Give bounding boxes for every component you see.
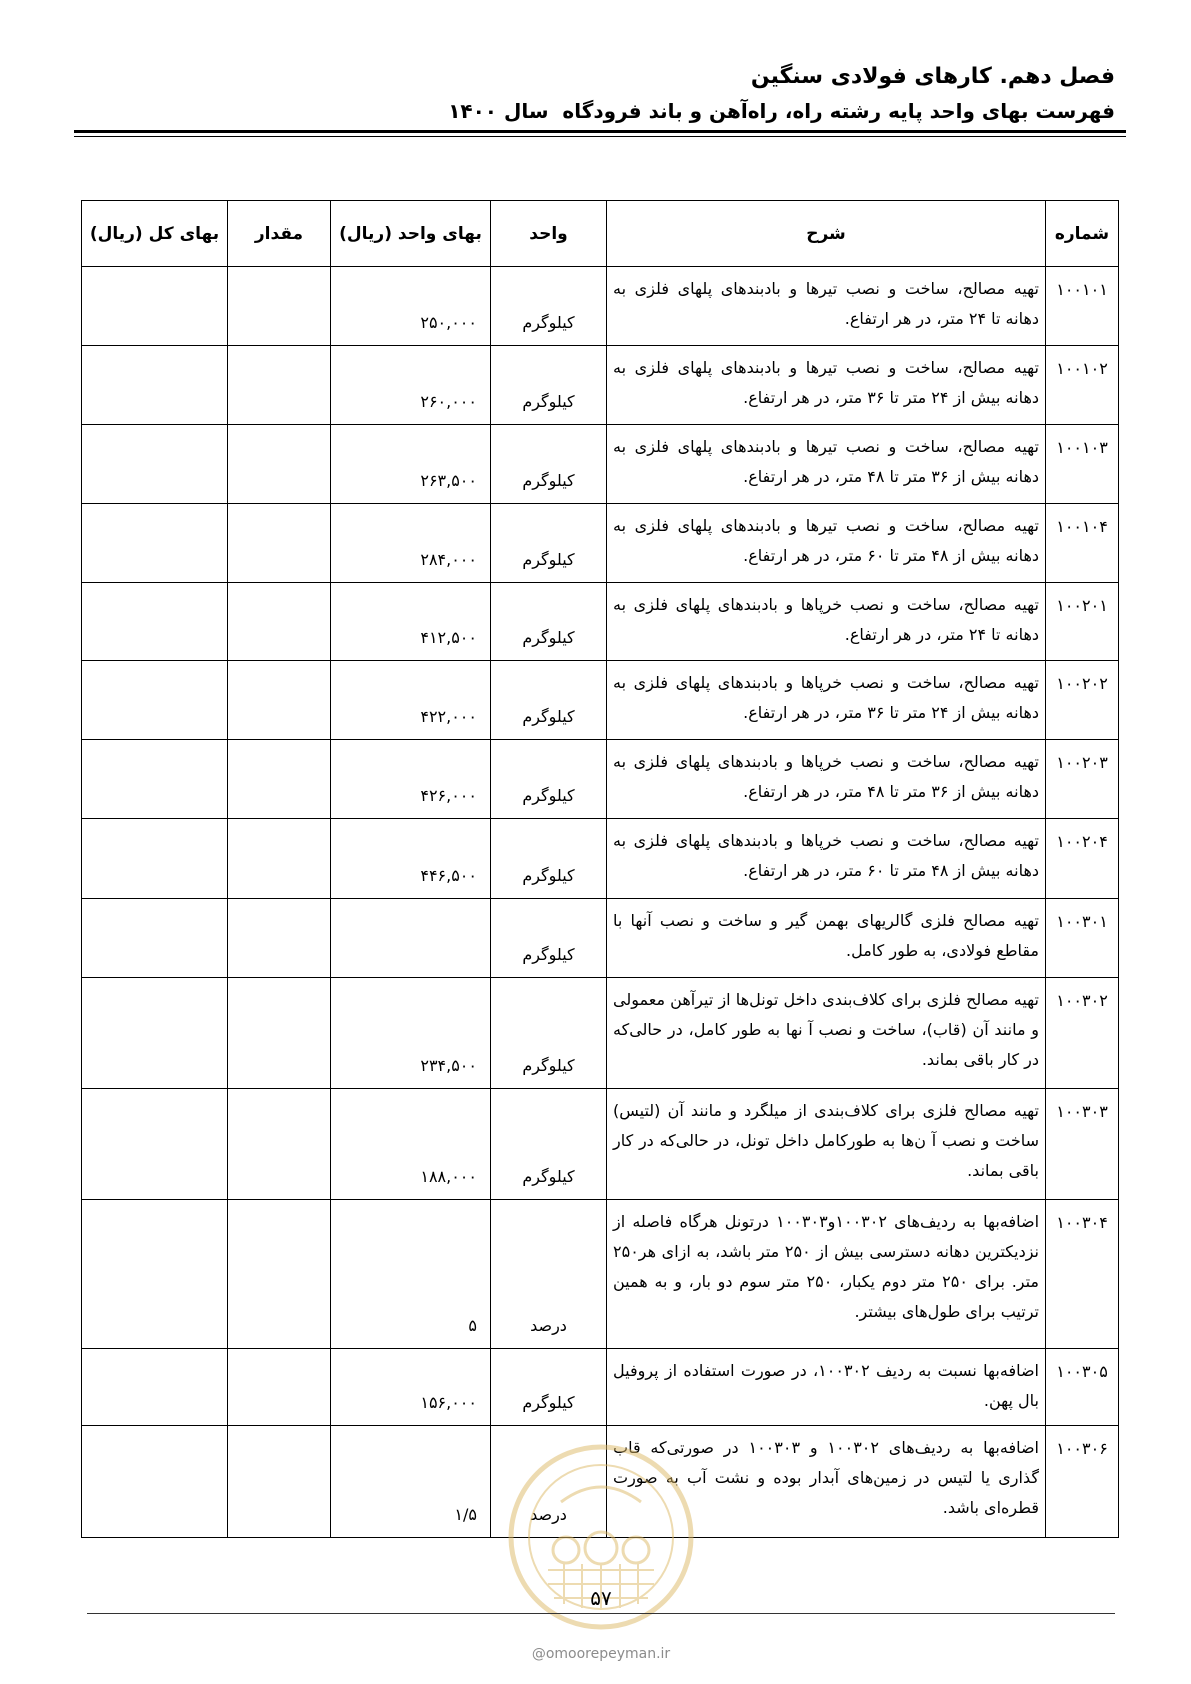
- cell-unit-price: ۲۶۳,۵۰۰: [331, 425, 491, 504]
- table-row: [82, 661, 1119, 740]
- cell-total-price: [82, 1349, 228, 1426]
- cell-description: تهیه مصالح، ساخت و نصب تیرها و بادبندهای پلهای فلزی به دهانه بیش از ۴۸ متر تا ۶۰ متر، در هر ارتفاع.: [607, 504, 1046, 583]
- table-row: [82, 978, 1119, 1089]
- cell-unit: کیلوگرم: [491, 978, 607, 1089]
- cell-description: تهیه مصالح فلزی برای کلاف‌بندی داخل تونل‌ها از تیرآهن معمولی و مانند آن (قاب)، ساخت و نصب آ نها به طور کامل، در حالی‌که در کار باقی بماند.: [607, 978, 1046, 1089]
- column-header-unit-price: بهای واحد (ریال): [331, 201, 491, 267]
- cell-unit: کیلوگرم: [491, 819, 607, 899]
- header-rule-thin: [74, 136, 1126, 137]
- footer-rule: [87, 1613, 1115, 1614]
- price-list-table: [81, 200, 1119, 1538]
- cell-unit-price: ۴۴۶,۵۰۰: [331, 819, 491, 899]
- cell-description: تهیه مصالح، ساخت و نصب تیرها و بادبندهای پلهای فلزی به دهانه تا ۲۴ متر، در هر ارتفاع.: [607, 267, 1046, 346]
- cell-unit-price: ۴۲۶,۰۰۰: [331, 740, 491, 819]
- cell-total-price: [82, 978, 228, 1089]
- cell-description: تهیه مصالح، ساخت و نصب خرپاها و بادبندهای پلهای فلزی به دهانه تا ۲۴ متر، در هر ارتفاع.: [607, 583, 1046, 661]
- cell-unit-price: ۲۳۴,۵۰۰: [331, 978, 491, 1089]
- table-header-row: [82, 201, 1119, 267]
- cell-quantity: [228, 425, 331, 504]
- cell-description: تهیه مصالح، ساخت و نصب تیرها و بادبندهای پلهای فلزی به دهانه بیش از ۲۴ متر تا ۳۶ متر، در هر ارتفاع.: [607, 346, 1046, 425]
- cell-unit-price: ۱۸۸,۰۰۰: [331, 1089, 491, 1200]
- cell-quantity: [228, 1089, 331, 1200]
- cell-number: ۱۰۰۱۰۴: [1046, 504, 1119, 583]
- table-row: [82, 346, 1119, 425]
- cell-unit: درصد: [491, 1426, 607, 1538]
- cell-quantity: [228, 661, 331, 740]
- table-row: [82, 1426, 1119, 1538]
- cell-number: ۱۰۰۱۰۳: [1046, 425, 1119, 504]
- cell-description: تهیه مصالح فلزی برای کلاف‌بندی از میلگرد و مانند آن (لتیس) ساخت و نصب آ ن‌ها به طورکامل داخل تونل، در حالی‌که در کار باقی بماند.: [607, 1089, 1046, 1200]
- page-number: ۵۷: [590, 1586, 612, 1610]
- cell-quantity: [228, 583, 331, 661]
- cell-quantity: [228, 978, 331, 1089]
- cell-unit-price: ۲۶۰,۰۰۰: [331, 346, 491, 425]
- cell-unit-price: ۱/۵: [331, 1426, 491, 1538]
- cell-unit: درصد: [491, 1200, 607, 1349]
- table-row: [82, 1089, 1119, 1200]
- cell-number: ۱۰۰۱۰۱: [1046, 267, 1119, 346]
- cell-number: ۱۰۰۲۰۲: [1046, 661, 1119, 740]
- cell-description: اضافه‌بها به ردیف‌های ۱۰۰۳۰۲ و ۱۰۰۳۰۳ در صورتی‌که قاب گذاری یا لتیس در زمین‌های آبدار بوده و نشت آب به صورت قطره‌ای باشد.: [607, 1426, 1046, 1538]
- cell-unit-price: ۲۸۴,۰۰۰: [331, 504, 491, 583]
- cell-unit: کیلوگرم: [491, 346, 607, 425]
- cell-total-price: [82, 661, 228, 740]
- cell-unit: کیلوگرم: [491, 504, 607, 583]
- cell-total-price: [82, 740, 228, 819]
- cell-unit-price: ۲۵۰,۰۰۰: [331, 267, 491, 346]
- cell-unit-price: ۴۱۲,۵۰۰: [331, 583, 491, 661]
- cell-unit-price: ۱۵۶,۰۰۰: [331, 1349, 491, 1426]
- cell-total-price: [82, 899, 228, 978]
- table-row: [82, 740, 1119, 819]
- table-row: [82, 425, 1119, 504]
- cell-unit: کیلوگرم: [491, 1089, 607, 1200]
- cell-quantity: [228, 1426, 331, 1538]
- cell-quantity: [228, 1200, 331, 1349]
- cell-number: ۱۰۰۲۰۱: [1046, 583, 1119, 661]
- cell-number: ۱۰۰۳۰۱: [1046, 899, 1119, 978]
- cell-description: تهیه مصالح، ساخت و نصب خرپاها و بادبندهای پلهای فلزی به دهانه بیش از ۲۴ متر تا ۳۶ متر، در هر ارتفاع.: [607, 661, 1046, 740]
- column-header-number: شماره: [1046, 201, 1119, 267]
- cell-quantity: [228, 346, 331, 425]
- table-row: [82, 267, 1119, 346]
- cell-description: تهیه مصالح، ساخت و نصب تیرها و بادبندهای پلهای فلزی به دهانه بیش از ۳۶ متر تا ۴۸ متر، در هر ارتفاع.: [607, 425, 1046, 504]
- chapter-title: فصل دهم. کارهای فولادی سنگین: [750, 64, 1115, 89]
- cell-description: تهیه مصالح فلزی گالریهای بهمن گیر و ساخت و نصب آنها با مقاطع فولادی، به طور کامل.: [607, 899, 1046, 978]
- cell-total-price: [82, 504, 228, 583]
- cell-unit-price: ۵: [331, 1200, 491, 1349]
- cell-total-price: [82, 346, 228, 425]
- table-row: [82, 819, 1119, 899]
- cell-unit: کیلوگرم: [491, 583, 607, 661]
- cell-unit: کیلوگرم: [491, 267, 607, 346]
- cell-number: ۱۰۰۳۰۶: [1046, 1426, 1119, 1538]
- cell-number: ۱۰۰۲۰۳: [1046, 740, 1119, 819]
- cell-quantity: [228, 504, 331, 583]
- price-list-title: فهرست بهای واحد پایه رشته راه، راه‌آهن و باند فرودگاه سال ۱۴۰۰: [448, 99, 1115, 123]
- cell-total-price: [82, 819, 228, 899]
- cell-unit: کیلوگرم: [491, 740, 607, 819]
- cell-description: تهیه مصالح، ساخت و نصب خرپاها و بادبندهای پلهای فلزی به دهانه بیش از ۳۶ متر تا ۴۸ متر، در هر ارتفاع.: [607, 740, 1046, 819]
- cell-total-price: [82, 425, 228, 504]
- cell-total-price: [82, 1200, 228, 1349]
- cell-description: تهیه مصالح، ساخت و نصب خرپاها و بادبندهای پلهای فلزی به دهانه بیش از ۴۸ متر تا ۶۰ متر، در هر ارتفاع.: [607, 819, 1046, 899]
- cell-description: اضافه‌بها به ردیف‌های ۱۰۰۳۰۲و۱۰۰۳۰۳ درتونل هرگاه فاصله از نزدیکترین دهانه دسترسی بیش از ۲۵۰ متر باشد، به ازای هر۲۵۰ متر. برای ۲۵۰ متر دوم یکبار، ۲۵۰ متر سوم دو بار، و به همین ترتیب برای طول‌های بیشتر.: [607, 1200, 1046, 1349]
- cell-total-price: [82, 1426, 228, 1538]
- cell-description: اضافه‌بها نسبت به ردیف ۱۰۰۳۰۲، در صورت استفاده از پروفیل بال پهن.: [607, 1349, 1046, 1426]
- cell-number: ۱۰۰۳۰۲: [1046, 978, 1119, 1089]
- table-row: [82, 1349, 1119, 1426]
- column-header-quantity: مقدار: [228, 201, 331, 267]
- table-row: [82, 504, 1119, 583]
- cell-quantity: [228, 740, 331, 819]
- cell-unit: کیلوگرم: [491, 899, 607, 978]
- cell-quantity: [228, 267, 331, 346]
- cell-number: ۱۰۰۳۰۵: [1046, 1349, 1119, 1426]
- table-row: [82, 1200, 1119, 1349]
- table-row: [82, 583, 1119, 661]
- cell-unit-price: [331, 899, 491, 978]
- cell-number: ۱۰۰۳۰۴: [1046, 1200, 1119, 1349]
- cell-quantity: [228, 1349, 331, 1426]
- website-watermark: @omoorepeyman.ir: [531, 1646, 671, 1662]
- table-body: [82, 267, 1119, 1538]
- cell-number: ۱۰۰۳۰۳: [1046, 1089, 1119, 1200]
- cell-total-price: [82, 267, 228, 346]
- cell-unit: کیلوگرم: [491, 661, 607, 740]
- header-rule-thick: [74, 130, 1126, 133]
- cell-number: ۱۰۰۲۰۴: [1046, 819, 1119, 899]
- column-header-total-price: بهای کل (ریال): [82, 201, 228, 267]
- cell-unit: کیلوگرم: [491, 425, 607, 504]
- cell-unit: کیلوگرم: [491, 1349, 607, 1426]
- cell-unit-price: ۴۲۲,۰۰۰: [331, 661, 491, 740]
- cell-number: ۱۰۰۱۰۲: [1046, 346, 1119, 425]
- cell-total-price: [82, 1089, 228, 1200]
- column-header-description: شرح: [607, 201, 1046, 267]
- table-row: [82, 899, 1119, 978]
- cell-total-price: [82, 583, 228, 661]
- cell-quantity: [228, 899, 331, 978]
- cell-quantity: [228, 819, 331, 899]
- column-header-unit: واحد: [491, 201, 607, 267]
